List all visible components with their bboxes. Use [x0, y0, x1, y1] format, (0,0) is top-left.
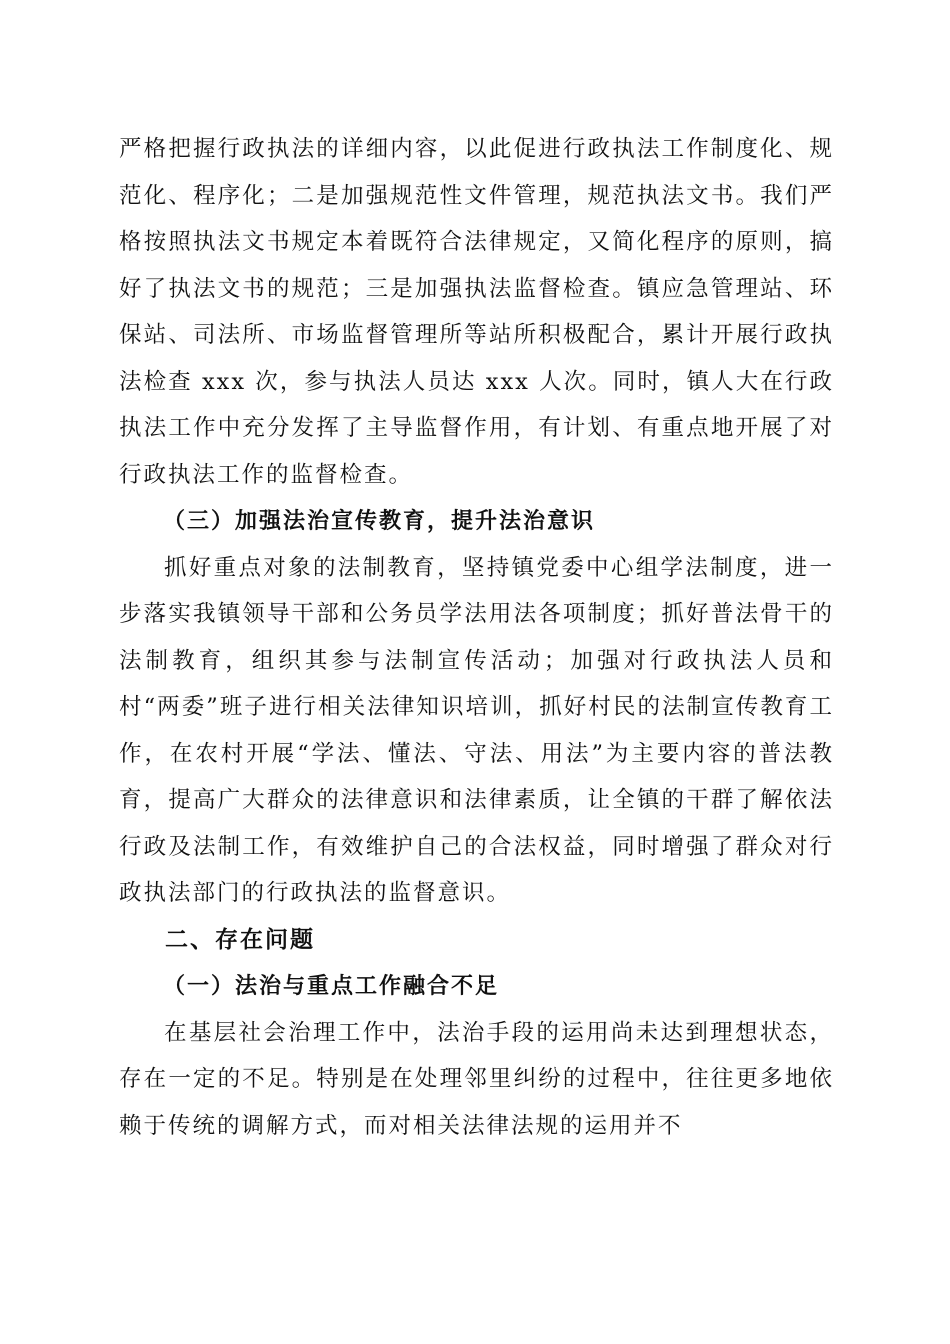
document-body: [119, 126, 834, 1149]
body-paragraph: 在基层社会治理工作中，法治手段的运用尚未达到理想状态，存在一定的不足。特别是在处理邻里纠纷的过程中，往往更多地依赖于传统的调解方式，而对相关法律法规的运用并不: [119, 1019, 834, 1139]
section-heading: 二、存在问题: [165, 926, 315, 953]
body-paragraph: 抓好重点对象的法制教育，坚持镇党委中心组学法制度，进一步落实我镇领导干部和公务员学法用法各项制度；抓好普法骨干的法制教育，组织其参与法制宣传活动；加强对行政执法人员和村“两委”班子进行相关法律知识培训，抓好村民的法制宣传教育工作，在农村开展“学法、懂法、守法、用法”为主要内容的普法教育，提高广大群众的法律意识和法律素质，让全镇的干群了解依法行政及法制工作，有效维护自己的合法权益，同时增强了群众对行政执法部门的行政执法的监督意识。: [119, 554, 834, 906]
subsection-heading: （一）法治与重点工作融合不足: [163, 973, 500, 999]
subsection-heading: （三）加强法治宣传教育，提升法治意识: [163, 508, 596, 534]
body-paragraph: 严格把握行政执法的详细内容，以此促进行政执法工作制度化、规范化、程序化；二是加强规范性文件管理，规范执法文书。我们严格按照执法文书规定本着既符合法律规定，又简化程序的原则，搞好了执法文书的规范；三是加强执法监督检查。镇应急管理站、环保站、司法所、市场监督管理所等站所积极配合，累计开展行政执法检查 xxx 次，参与执法人员达 xxx 人次。同时，镇人大在行政执法工作中充分发挥了主导监督作用，有计划、有重点地开展了对行政执法工作的监督检查。: [119, 136, 834, 488]
